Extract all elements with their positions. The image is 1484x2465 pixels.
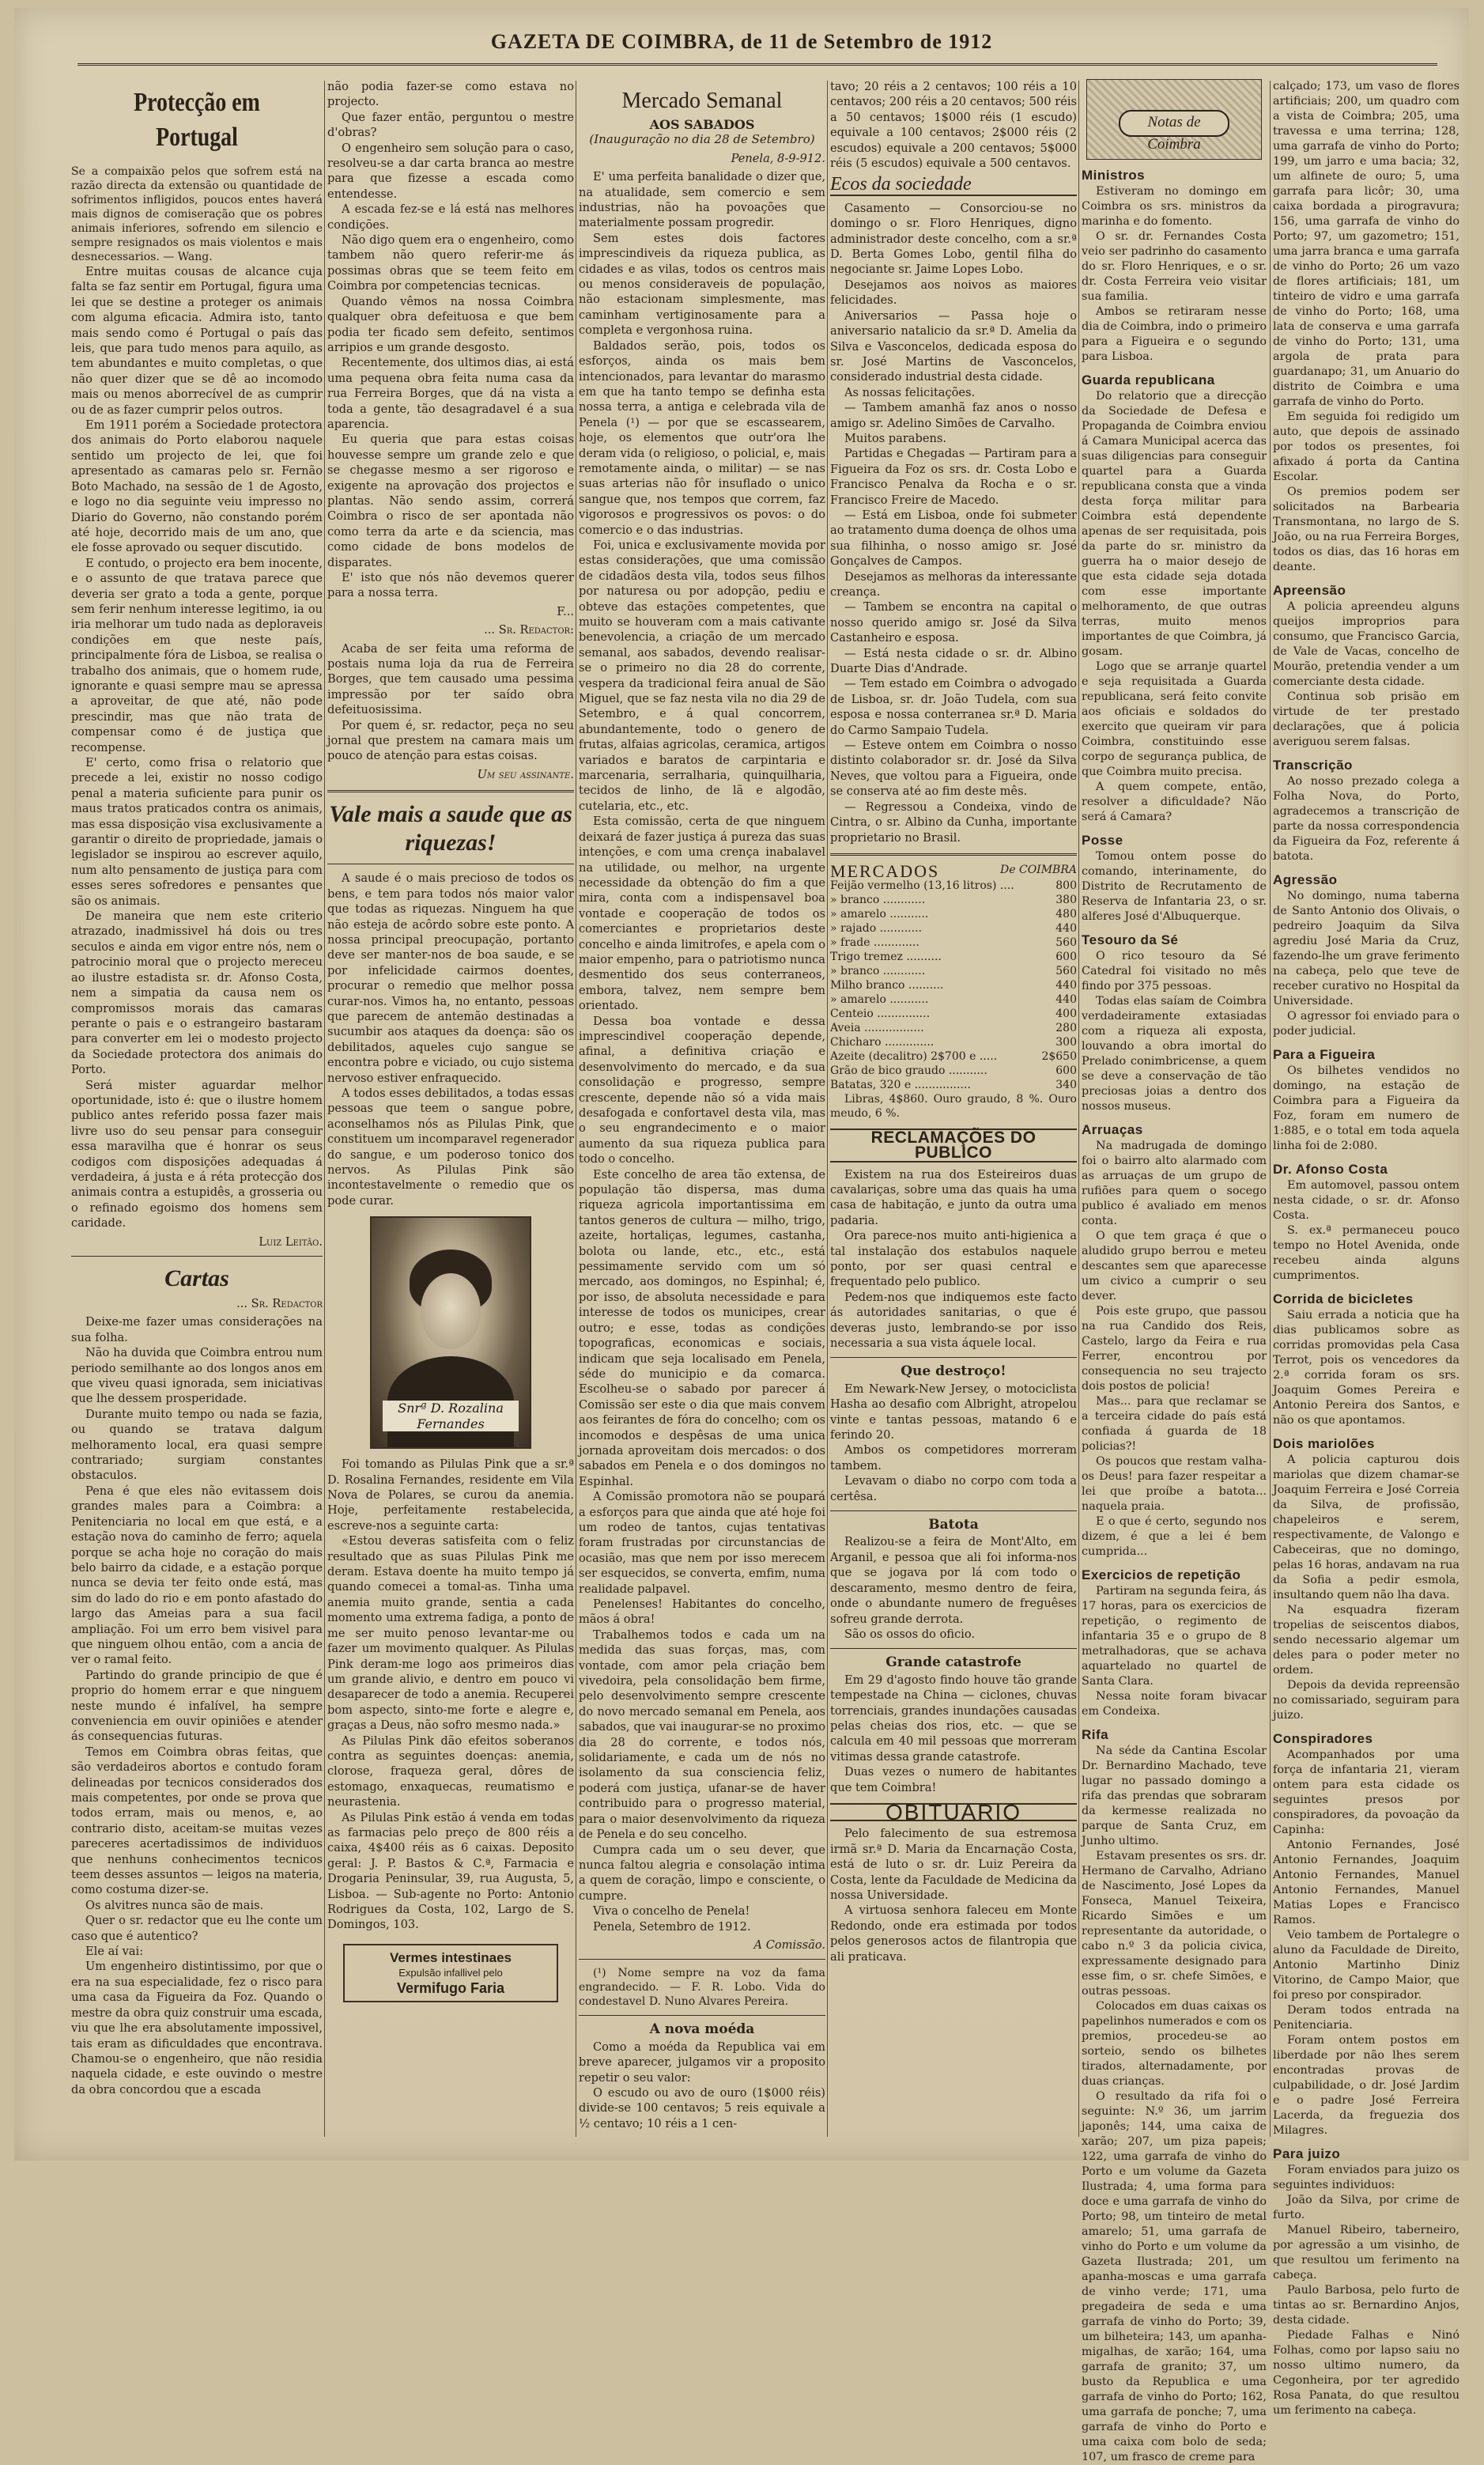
banner-title: Notas de Coimbra	[1119, 110, 1229, 137]
paragraph: O resultado da rifa foi o seguinte: N.º 36, um jarrim japonês; 144, uma caixa de xarão; 207, um piza papeis; 122, uma garrafa de vinho do Porto e um volume da Gazeta Ilustrada; 4, uma forma para doce e uma garrafa de vinho do Porto; 98, um tinteiro de metal amarelo; 51, uma garrafa de vinho do Porto e um volume da Gazeta Ilustrada; 201, um apanha-moscas e uma garrafa de vinho verde; 171, uma pregadeira de seda e uma garrafa de vinho do Porto; 39, um bilheteira; 143, um apanha-migalhas, de xarão; 164, uma garrafa de granito; 37, um busto da Republica e uma garrafa de vinho do Porto; 162, uma garrafa de ponche; 7, uma garrafa de vinho do Porto e uma caixa com bolo de seda; 107, um frasco de creme para	[1082, 2090, 1267, 2463]
paragraph: — Tem estado em Coimbra o advogado de Lisboa, sr. dr. João Tudela, com sua esposa e nossa conterranea sr.ª D. Maria do Carmo Sampaio Tudela.	[830, 677, 1077, 737]
market-item: » amarelo ...........	[830, 992, 929, 1006]
paragraph: — Regressou a Condeixa, vindo de Cintra, o sr. Albino da Cunha, importante proprietario no Brasil.	[830, 800, 1077, 845]
paragraph: Desejamos aos noivos as maiores felicidades.	[830, 278, 1077, 308]
paragraph: Durante muito tempo ou nada se fazia, ou quando se tratava dalgum melhoramento local, era quasi sempre contrariado; surgiam constantes obstaculos.	[71, 1407, 323, 1483]
paragraph: «Estou deveras satisfeita com o feliz resultado que as suas Pilulas Pink me deram. Estava doente ha muito tempo já quando comecei a tomal-as. Tinha uma anemia muito grande, sentia a cada momento uma extrema fadiga, a ponto de me ser muito penoso levantar-me ou fazer um movimento qualquer. As Pilulas Pink deram-me logo aos primeiros dias um grande alivio, e dentro em pouco vi desaparecer de todo a anemia. Recuperei bom aspecto, sinto-me forte e alegre e, graças a Deus, não sofro mesmo nada.»	[327, 1534, 574, 1733]
market-price: 380	[1055, 893, 1077, 906]
market-price: 440	[1055, 978, 1077, 992]
paragraph: Eu queria que para estas coisas houvesse sempre um grande zelo e que se chegasse mesmo a ser rigoroso e exigente na aprovação dos projectos e plantas. Não sendo assim, correrá Coimbra o risco de ser apontada não como terra da arte e da sciencia, mas como cidade de bons modelos de disparates.	[327, 433, 574, 569]
paragraph: O agressor foi enviado para o poder judicial.	[1273, 1010, 1459, 1038]
section-banner	[1086, 79, 1262, 160]
market-row	[830, 950, 1077, 964]
paragraph: Por quem é, sr. redactor, peça no seu jornal que prestem na camara mais um pouco de atenção para estas coisas.	[327, 718, 574, 763]
paragraph: E' uma perfeita banalidade o dizer que, na atualidade, sem comercio e sem industrias, não ha povoações que materialmente possam progredir.	[579, 170, 825, 230]
divider	[579, 1959, 825, 1960]
masthead: GAZETA DE COIMBRA, de 11 de Setembro de 1912	[490, 30, 993, 53]
market-price: 440	[1055, 921, 1077, 935]
portrait-face	[421, 1273, 481, 1349]
paragraph: Temos em Coimbra obras feitas, que são verdadeiros abortos e contudo foram delineadas por tecnicos considerados dos mais competentes, por onde se prova que todos erram, mais ou menos, e, ao contrario disto, aceitam-se muitas vezes pareceres acertadissimos de individuos que nenhuns conhecimentos tecnicos teem desses assuntos — leigos na materia, como costuma dizer-se.	[71, 1745, 323, 1897]
paragraph: Saiu errada a noticia que ha dias publicamos sobre as corridas promovidas pela Casa Terrot, pois os vencedores da 2.ª corrida foram os srs. Joaquim Gomes Pereira e Antonio Pereira dos Santos, e não os que apontamos.	[1273, 1309, 1459, 1427]
market-price: 600	[1055, 1064, 1077, 1077]
paragraph: Todas elas saíam de Coimbra verdadeiramente extasiadas com a riqueza ali exposta, louvando a obra imortal do Prelado conimbricense, a quem se deve a conservação de tão preciosas joias a dentro dos nossos museus.	[1082, 995, 1267, 1113]
market-price: 800	[1055, 879, 1077, 892]
market-row	[830, 907, 1077, 921]
market-row	[830, 1049, 1077, 1064]
paragraph: Esta comissão, certa de que ninguem deixará de fazer justiça á pureza das suas intenções, e com uma crença inabalavel na utilidade, ou melhor, na urgente necessidade da obtenção do fim a que mira, conta com a indispensavel boa vontade e cooperação de todos os comerciantes e proprietarios deste concelho e ainda limitrofes, e apela com o maior empenho, para o patriotismo nunca desmentido dos seus conterraneos, embora, talvez, nem sempre bem orientado.	[579, 815, 825, 1013]
market-row	[830, 1064, 1077, 1078]
section-heading: Dr. Afonso Costa	[1273, 1162, 1388, 1177]
paragraph: Continua sob prisão em virtude de ter prestado declarações, que á policia averiguou serem falsas.	[1273, 690, 1459, 748]
market-price: 560	[1055, 936, 1077, 949]
paragraph: Manuel Ribeiro, taberneiro, por agressão a um visinho, de que resultou um ferimento na cabeça.	[1273, 2224, 1459, 2282]
paragraph: Recentemente, dos ultimos dias, ai está uma pequena obra feita numa casa da rua Ferreira Borges, que dá na vista a toda a gente, tão desagradavel é a sua aparencia.	[327, 356, 574, 431]
paragraph: Depois da devida repreensão no comissariado, seguiram para juizo.	[1273, 1679, 1459, 1722]
paragraph: No domingo, numa taberna de Santo Antonio dos Olivais, o pedreiro Joaquim da Silva agrediu José Maria da Cruz, fazendo-lhe um grave ferimento na cabeça, pelo que teve de receber curativo no Hospital da Universidade.	[1273, 890, 1459, 1008]
paragraph: — Esteve ontem em Coimbra o nosso distinto colaborador sr. dr. José da Silva Neves, que voltou para a Figueira, onde se conserva até ao fim deste mês.	[830, 739, 1077, 799]
market-row	[830, 1035, 1077, 1049]
article-title: Protecção em Portugal	[134, 88, 260, 152]
market-table	[830, 879, 1077, 1092]
market-location: De COIMBRA	[1000, 864, 1077, 877]
market-row	[830, 936, 1077, 950]
paragraph: Paulo Barbosa, pelo furto de tintas ao sr. Bernardino Anjos, desta cidade.	[1273, 2284, 1459, 2327]
paragraph: Os bilhetes vendidos no domingo, na estação de Coimbra para a Figueira da Foz, foram em numero de 1:885, e o total em toda aquela linha foi de 2:080.	[1273, 1064, 1459, 1152]
section-title: OBITUARIO	[830, 1803, 1077, 1821]
paragraph: Este concelho de area tão extensa, de população tão dispersa, mas duma riqueza agricola importantissima em tantos generos de cultura — milho, trigo, azeite, hortaliças, legumes, castanha, bolota ou lande, etc., etc., está pessimamente servido com um só mercado, aos domingos, no Espinhal; é, por isso, de absoluta necessidade e para interesse de todos os municipes, crear outro; e esse, todas as condições topograficas, economicas e sociais, indicam que seja localisado em Penela, séde do municipio e da comarca. Escolheu-se o sabado por parecer á Comissão ser este o dia que mais convem aos feirantes de fóra do concelho; com os incomodos e despêsas de uma unica jornada aproveitam dois mercados: o dos sabados em Penela e o dos domingos no Espinhal.	[579, 1167, 825, 1488]
section-heading: Arruaças	[1082, 1122, 1143, 1137]
section-title: Que destroço!	[901, 1363, 1006, 1380]
section-title: Batota	[928, 1517, 979, 1533]
paragraph: Viva o concelho de Penela!	[593, 1904, 750, 1919]
paragraph: Baldados serão, pois, todos os esforços, ainda os mais bem intencionados, para levantar do marasmo em que ha tanto tempo se definha esta nossa terra, a antiga e celebrada vila de Penela (¹) — por que se escassearem, hoje, os elementos que outr'ora lhe deram vida (o religioso, o policial, e, mais remotamente ainda, o militar) — se nas suas arterias não fôr insuflado o unico sangue que, nos tempos que correm, faz vigorosos e progressivos os povos: o do comercio e o das industrias.	[579, 338, 825, 537]
paragraph: Foram enviados para juizo os seguintes individuos:	[1273, 2164, 1459, 2191]
paragraph: Em 29 d'agosto findo houve tão grande tempestade na China — ciclones, chuvas torrenciais, grandes inundações causadas pelas cheias dos rios, etc. — que se calcula em 40 mil pessoas que morreram vitimas dessa grande catastrofe.	[830, 1673, 1077, 1764]
paragraph: Aniversarios — Passa hoje o aniversario natalicio da sr.ª D. Amelia da Silva e Vasconcelos, dedicada esposa do sr. José Martins de Vasconcelos, considerado industrial desta cidade.	[830, 308, 1077, 384]
epigraph: Se a compaixão pelos que sofrem está na razão directa da extensão ou quantidade de sofrimentos infligidos, poucos entes haverá mais dignos de comiseração que os pobres animais inferiores, sofrendo em silencio e sempre resignados os mais violentos e mais desnecessarios. — Wang.	[71, 165, 323, 263]
paragraph: Não digo quem era o engenheiro, como tambem não quero referir-me ás possimas obras que se teem feito em Coimbra por competencias tecnicas.	[327, 233, 574, 293]
section-heading: Dois mariolões	[1273, 1436, 1375, 1451]
market-item: Azeite (decalitro) 2$700 e .....	[830, 1049, 998, 1063]
paragraph: Ora parece-nos muito anti-higienica a tal instalação dos estabulos naquele ponto, por ser quasi central e frequentado pelo publico.	[830, 1229, 1077, 1289]
paragraph: Os poucos que restam valha-os Deus! para fazer respeitar a lei que proíbe a batota... naquela praia.	[1082, 1455, 1267, 1513]
market-price: 480	[1055, 907, 1077, 921]
paragraph: Muitos parabens.	[844, 431, 947, 445]
ad-product: Vermifugo Faria	[396, 1979, 505, 1996]
section-title: Grande catastrofe	[885, 1654, 1021, 1671]
paragraph: Dessa boa vontade e dessa imprescindivel cooperação depende, afinal, a definitiva criação e desenvolvimento do mercado, e da sua consolidação e progresso, sempre crescente, depende não só a vida mais desafogada e confortavel desta vila, mas o seu engrandecimento e o maior aumento da sua riqueza publica para todo o concelho.	[579, 1014, 825, 1166]
paragraph: O escudo ou avo de ouro (1$000 réis) divide-se 100 centavos; 5 reis equivale a ½ centavo; 10 réis a 1 cen-	[579, 2085, 825, 2130]
section-heading: Conspiradores	[1273, 1731, 1373, 1746]
paragraph: Foram ontem postos em liberdade por não lhes serem encontradas provas de culpabilidade, o dr. José Jardim e o padre José Ferreira Lacerda, da freguezia dos Milagres.	[1273, 2034, 1459, 2137]
paragraph: Foi, unica e exclusivamente movida por estas considerações, que uma comissão de cidadãos desta vila, todos seus filhos por naturesa ou por adopção, pediu e obteve das estações competentes, que muito se houveram com a mais cativante benevolencia, a criação de um mercado semanal, aos sabados, devendo realisar-se o primeiro no dia 28 do corrente, vespera da tradicional feira anual de São Miguel, que se faz nesta vila no dia 29 de Setembro, e á qual concorrem, abundantemente, todo o genero de frutas, alfaias agricolas, ceramica, artigos variados e baratos de carpintaria e marcenaria, serralharia, quinquilharia, tecidos de linho, de lã e algodão, cutelaria, etc., etc.	[579, 538, 825, 813]
market-row	[830, 1078, 1077, 1092]
market-row	[830, 893, 1077, 907]
ad-headline: Vermes intestinaes	[389, 1949, 512, 1965]
paragraph: Estavam presentes os srs. dr. Hermano de Carvalho, Adriano de Nascimento, José Lopes da Fonseca, Manuel Teixeira, Ricardo Simões e um representante da autoridade, o cabo n.º 3 da policia civica, expressamente designado para esse fim, o sr. chefe Simões, e outras pessoas.	[1082, 1850, 1267, 1998]
paragraph: Os alvitres nunca são de mais.	[85, 1898, 264, 1912]
divider	[830, 853, 1077, 856]
market-note: Libras, 4$860. Ouro graudo, 8 %. Ouro meudo, 6 %.	[830, 1092, 1077, 1120]
portrait-credit: C. Rouver	[470, 1431, 509, 1441]
column-3	[579, 79, 825, 2143]
paragraph: — Tambem se encontra na capital o nosso querido amigo sr. José da Silva Castanheiro e esposa.	[830, 600, 1077, 645]
paragraph: O que tem graça é que o aludido grupo berrou e meteu descantes sem que aparecesse um civico a cumprir o seu dever.	[1082, 1230, 1267, 1302]
section-heading: Guarda republicana	[1082, 372, 1215, 388]
paragraph: Na esquadra fizeram tropelias de seiscentos diabos, sendo necessario algemar um deles para o poder meter no ordem.	[1273, 1604, 1459, 1677]
paragraph: A escada fez-se e lá está nas melhores condições.	[327, 202, 574, 232]
section-heading: Para juizo	[1273, 2146, 1341, 2161]
section-heading: Rifa	[1082, 1727, 1109, 1742]
paragraph: Não ha duvida que Coimbra entrou num periodo semilhante ao dos longos anos em que viveu quasi ignorada, sem iniciativas que lhe dessem prosperidade.	[71, 1346, 323, 1406]
paragraph: Os premios podem ser solicitados na Barbearia Transmontana, no largo de S. João, ou na rua Ferreira Borges, todos os dias, das 16 horas em deante.	[1273, 486, 1459, 573]
section-title: RECLAMAÇÕES DO PUBLICO	[830, 1129, 1077, 1163]
ad-subline: Expulsão infallivel pelo	[398, 1967, 503, 1979]
divider	[327, 790, 574, 792]
paragraph: A Comissão promotora não se poupará a esforços para que ainda que até hoje foi um rodeo de tantos, cujas tentativas foram frustradas por circunstancias de ocasião, mas que nem por isso merecem ser esquecidos, se converta, emfim, numa realidade palpavel.	[579, 1490, 825, 1596]
paragraph: S. ex.ª permaneceu pouco tempo no Hotel Avenida, onde recebeu ainda alguns cumprimentos.	[1273, 1224, 1459, 1282]
section-heading: Posse	[1082, 833, 1123, 848]
paragraph: Piedade Falhas e Ninó Folhas, como por lapso saiu no nosso ultimo numero, da Cegonheira, por ter agredido Rosa Panata, do que resultou um ferimento na cabeça.	[1273, 2329, 1459, 2417]
paragraph: E' isto que nós não devemos querer para a nossa terra.	[327, 571, 574, 600]
paragraph: tavo; 20 réis a 2 centavos; 100 réis a 10 centavos; 200 réis a 20 centavos; 500 réis a 50 centavos; 1$000 réis (1 escudo) equivale a 100 centavos; 2$000 réis (2 escudos) equivale a 200 centavos; 5$000 réis (5 escudos) equivale a 500 centavos.	[830, 80, 1077, 171]
market-row	[830, 1021, 1077, 1035]
paragraph: Entre muitas cousas de alcance cuja falta se faz sentir em Portugal, figura uma lei que se destine a proteger os animais com alguma eficacia. Admira isto, tanto mais sendo como é Portugal o país das leis, que para tudo menos para aquilo, as tem abundantes e muito completas, o que não quer dizer que se dê ao incomodo mais ou menos aborrecível de as cumprir ou de as fazer cumprir pelos outros.	[71, 265, 323, 417]
paragraph: As Pilulas Pink dão efeitos soberanos contra as seguintes doenças: anemia, clorose, fraqueza geral, dôres de estomago, enxaquecas, reumatismo e neurastenia.	[327, 1733, 574, 1809]
paragraph: Nessa noite foram bivacar em Condeixa.	[1082, 1690, 1267, 1718]
market-item: Centeio ...............	[830, 1007, 931, 1020]
paragraph: Penela, Setembro de 1912.	[593, 1919, 751, 1934]
paragraph: Duas vezes o numero de habitantes que tem Coimbra!	[830, 1765, 1077, 1794]
paragraph: Existem na rua dos Esteireiros duas cavalariças, sobre uma das quais ha uma casa de habitação, e junto da outra uma padaria.	[830, 1167, 1077, 1227]
market-price: 400	[1055, 1007, 1077, 1020]
portrait-image	[370, 1216, 531, 1449]
dateline: Penela, 8-9-912.	[731, 151, 825, 165]
paragraph: não podia fazer-se como estava no projecto.	[327, 80, 574, 109]
paragraph: A todos esses debilitados, a todas essas pessoas que teem o sangue pobre, aconselhamos nós as Pilulas Pink, que constituem um incomparavel regenerador do sangue, e um poderoso tonico dos nervos. As Pilulas Pink são incontestavelmente o remedio que os pode curar.	[327, 1086, 574, 1208]
paragraph: Foi tomando as Pilulas Pink que a sr.ª D. Rosalina Fernandes, residente em Vila Nova de Polares, se curou da anemia. Hoje, perfeitamente restabelecida, escreve-nos a seguinte carta:	[327, 1457, 574, 1533]
divider	[830, 1510, 1077, 1511]
paragraph: Ele aí vai:	[85, 1945, 144, 1959]
paragraph: Acaba de ser feita uma reforma de postais numa loja da rua de Ferreira Borges, que tem causado uma pessima impressão por ter saído obra defeituosissima.	[327, 641, 574, 717]
section-subtitle: AOS SABADOS	[649, 117, 755, 132]
salutation: ... Sr. Redactor	[236, 1297, 323, 1310]
paragraph: Um engenheiro distintissimo, por que o era na sua especialidade, fez o risco para uma casa da Figueira da Foz. Quando o mestre da obra quiz construir uma escada, viu que lhe era absolutamente impossivel, tais eram as dificuldades que encontrava. Chamou-se o engenheiro, que não residia naquela cidade, e este ouvindo o mestre da obra concordou que a escada	[71, 1960, 323, 2096]
section-heading: Tesouro da Sé	[1082, 932, 1179, 947]
paragraph: Pois este grupo, que passou na rua Candido dos Reis, Castelo, largo da Feira e rua Ferrer, encontrou por consequencia no seu trajecto dois postos de policia!	[1082, 1305, 1267, 1393]
column-2	[327, 79, 574, 2143]
market-item: » branco ............	[830, 893, 926, 906]
section-title: Mercado Semanal	[621, 89, 783, 113]
paragraph: Partindo do grande principio de que é proprio do homem errar e que ninguem neste mundo é infalível, ha sempre conveniencia em ouvir opiniões e atender ás consequencias futuras.	[71, 1668, 323, 1744]
market-row	[830, 964, 1077, 978]
paragraph: De maneira que nem este criterio atrazado, inadmissivel há dois ou tres seculos e ainda em vigor entre nós, nem o patrocinio moral que o projecto mereceu ao ilustre estadista sr. dr. Afonso Costa, nem a simpatia da causa nem os compromissos morais das camaras perante o pais e o estrangeiro bastaram para converter em lei o modesto projecto da Sociedade protectora dos animais do Porto.	[71, 909, 323, 1077]
paragraph: A policia apreendeu alguns queijos improprios para consumo, que Francisco Garcia, de Vale de Vacas, concelho de Mourão, pretendia vender a um comerciante desta cidade.	[1273, 600, 1459, 688]
market-price: 280	[1055, 1021, 1077, 1034]
paragraph: Mas... para que reclamar se a terceira cidade do país está confiada á guarda de 18 policias?!	[1082, 1395, 1267, 1453]
section-note: (Inauguração no dia 28 de Setembro)	[589, 132, 815, 147]
market-item: » frade .............	[830, 936, 919, 949]
paragraph: Realizou-se a feira de Mont'Alto, em Arganil, e pessoa que ali foi informa-nos que se jogava por lá com todo o descaramento, mesmo dentro de feira, onde o abundante numero de freguêses sofreu grande derrota.	[830, 1535, 1077, 1626]
paragraph: Quer o sr. redactor que eu lhe conte um caso que é autentico?	[71, 1914, 323, 1943]
paragraph: Na madrugada de domingo foi o bairro alto alarmado com as arruaças de um grupo de rufiões para quem o socego publico é avaliado em menos conta.	[1082, 1140, 1267, 1227]
advertisement	[343, 1944, 558, 2002]
market-item: Aveia .................	[830, 1021, 924, 1034]
paragraph: E o que é certo, segundo nos dizem, é que a lei é bem cumprida...	[1082, 1515, 1267, 1558]
paragraph: A quem compete, então, resolver a dificuldade? Não será á Camara?	[1082, 781, 1267, 823]
paragraph: Logo que se arranje quartel e seja requisitada a Guarda republicana, será feito convite aos oficiais e soldados do exercito que queiram vir para Coimbra, constituindo esse corpo de segurança publica, de que Coimbra muito precisa.	[1082, 660, 1267, 778]
paragraph: O engenheiro sem solução para o caso, resolveu-se a dar carta branca ao mestre para que fizesse a escada como entendesse.	[327, 141, 574, 201]
paragraph: Cumpra cada um o seu dever, que nunca faltou alegria e consolação intima a quem de coração, limpo e consciente, o cumpre.	[579, 1843, 825, 1903]
column-4	[830, 79, 1077, 2143]
market-price: 600	[1055, 950, 1077, 963]
market-price: 560	[1055, 964, 1077, 977]
market-row	[830, 978, 1077, 992]
market-row	[830, 921, 1077, 936]
masthead-rule	[77, 63, 1437, 66]
market-price: 300	[1055, 1035, 1077, 1049]
paragraph: Tomou ontem posse do comando, interinamente, do Distrito de Recrutamento de Reserva de Infantaria 23, o sr. alferes José d'Albuquerque.	[1082, 850, 1267, 923]
paragraph: E' certo, como frisa o relatorio que precede a lei, existir no nosso codigo penal a materia suficiente para punir os maus tratos praticados contra os animais, mas essa disposição visa exclusivamente a garantir o direito de propriedade, jamais o legislador se inspirou ao escrever aquilo, num alto pensamento de justiça para com esses seres sofredores e pensantes que são os animais.	[71, 756, 323, 908]
paragraph: Partidas e Chegadas — Partiram para a Figueira da Foz os srs. dr. Costa Lobo e Francisco Penalva da Rocha e o sr. Francisco Freire de Macedo.	[830, 447, 1077, 507]
section-title: Cartas	[164, 1265, 229, 1291]
paragraph: Colocados em duas caixas os papelinhos numerados e com os premios, procedeu-se ao sorteio, sendo os bilhetes tirados, alternadamente, por duas crianças.	[1082, 2000, 1267, 2088]
paragraph: Em automovel, passou ontem nesta cidade, o sr. dr. Afonso Costa.	[1273, 1179, 1459, 1222]
divider	[71, 1256, 323, 1257]
market-item: Milho branco ..........	[830, 978, 944, 992]
paragraph: calçado; 173, um vaso de flores artificiais; 200, um quadro com a vista de Coimbra; 205, uma travessa e uma terrina; 128, uma garrafa de vinho do Porto; 199, um jarro e uma bacia; 32, um alfinete de ouro; 5, uma garrafa para licôr; 30, uma caixa bordada a pirogravura; 156, uma garrafa de vinho do Porto; 97, um gazometro; 151, uma jarra branca e uma garrafa de vinho do Porto; 26 um vazo de flores artificiais; 181, um tinteiro de vidro e uma garrafa de vinho do Porto; 168, uma lata de conserva e uma garrafa de vinho do Porto; 131, uma argola de prata para guardanapo; 31, um Anuario do distrito de Coimbra e uma garrafa de vinho do Porto.	[1273, 80, 1459, 408]
paragraph: — Está nesta cidade o sr. dr. Albino Duarte Dias d'Andrade.	[830, 646, 1077, 676]
section-heading: Exercicios de repetição	[1082, 1567, 1241, 1582]
market-price: 440	[1055, 992, 1077, 1006]
paragraph: As Pilulas Pink estão á venda em todas as farmacias pelo preço de 800 réis a caixa, 4$400 réis as 6 caixas. Deposito geral: J. P. Bastos & C.ª, Farmacia e Drogaria Peninsular, 39, rua Augusta, 5, Lisboa. — Sub-agente no Porto: Antonio Rodrigues da Costa, 102, Largo de S. Domingos, 103.	[327, 1810, 574, 1932]
paragraph: O sr. dr. Fernandes Costa veio ser padrinho do casamento do sr. Floro Henriques, e o sr. dr. Costa Ferreira veio visitar sua familia.	[1082, 230, 1267, 303]
market-item: » amarelo ...........	[830, 907, 929, 921]
paragraph: João da Silva, por crime de furto.	[1273, 2194, 1459, 2221]
section-title: Vale mais a saude que as riquezas!	[329, 801, 572, 856]
section-heading: Apreensão	[1273, 583, 1346, 598]
market-price: 2$650	[1041, 1049, 1077, 1063]
signature: A Comissão.	[753, 1938, 825, 1952]
market-item: » rajado ............	[830, 921, 922, 935]
signature: Luiz Leitão.	[259, 1234, 323, 1249]
paragraph: Ao nosso prezado colega a Folha Nova, do Porto, agradecemos a transcrição de parte da nossa correspondencia da Figueira da Foz, referente á batota.	[1273, 775, 1459, 863]
paragraph: O rico tesouro da Sé Catedral foi visitado no mês findo por 375 pessoas.	[1082, 950, 1267, 992]
section-heading: Para a Figueira	[1273, 1047, 1376, 1062]
paragraph: São os ossos do oficio.	[844, 1627, 976, 1641]
divider	[830, 1357, 1077, 1358]
column-1	[71, 79, 323, 2143]
market-price: 340	[1055, 1078, 1077, 1091]
market-item: Trigo tremez ..........	[830, 950, 942, 963]
paragraph: Será mister aguardar melhor oportunidade, isto é: que o ilustre homem publico antes referido possa fazer mais livre uso do seu pensar para conseguir essa maravilha que é honrar os seus codigos com disposições adequadas á verdadeira, á justa e á réta protecção dos animais contra a estupidês, a grosseria ou o refinado egoismo dos homens sem caridade.	[71, 1078, 323, 1231]
section-heading: Ministros	[1082, 168, 1146, 183]
paragraph: Pelo falecimento de sua estremosa irmã sr.ª D. Maria da Encarnação Costa, está de luto o sr. dr. Luiz Pereira da Costa, lente da Faculdade de Medicina da nossa Universidade.	[830, 1827, 1077, 1902]
paragraph: Que fazer então, perguntou o mestre d'obras?	[327, 110, 574, 140]
market-item: Feijão vermelho (13,16 litros) ....	[830, 879, 1014, 892]
paragraph: — Está em Lisboa, onde foi submeter ao tratamento duma doença de olhos uma sua filhinha, o nosso amigo sr. José Gonçalves de Campos.	[830, 508, 1077, 569]
market-item: » branco ............	[830, 964, 926, 977]
section-heading: Agressão	[1273, 872, 1338, 887]
paragraph: Deram todos entrada na Penitenciaria.	[1273, 2004, 1459, 2032]
footnote: (¹) Nome sempre na voz da fama engrandecido. — F. R. Lobo. Vida do condestavel D. Nuno Alvares Pereira.	[579, 1967, 825, 2009]
paragraph: Partiram na segunda feira, ás 17 horas, para os exercicios de repetição, o regimento de infantaria 35 e o grupo de 8 metralhadoras, que se achava aquartelado no quartel de Santa Clara.	[1082, 1585, 1267, 1688]
paragraph: Ambos os competidores morreram tambem.	[830, 1443, 1077, 1473]
paragraph: Como a moéda da Republica vai em breve aparecer, julgamos vir a proposito repetir o seu valor:	[579, 2040, 825, 2085]
paragraph: E contudo, o projecto era bem inocente, e o assunto de que tratava parece que deveria ser grato a toda a gente, porque sem ferir nenhum interesse legitimo, ia ou iria melhorar um tudo nada as deploraveis condições em que neste país, principalmente fóra de Lisboa, se realisa o trabalho dos animais, que o homem rude, ignorante e quasi sempre mau se apressa a aproveitar, de que até, não pode prescindir, mas que não trata de compensar como é de justiça que recompense.	[71, 556, 323, 754]
paragraph: Na séde da Cantina Escolar Dr. Bernardino Machado, teve lugar no passado domingo a rifa das prendas que sobraram da kermesse realizada no parque de Santa Cruz, em Junho ultimo.	[1082, 1745, 1267, 1847]
paragraph: Quando vêmos na nossa Coimbra qualquer obra defeituosa e que bem podia ter ficado sem defeito, sentimos arripios e um grande desgosto.	[327, 294, 574, 354]
section-title: Ecos da sociedade	[830, 177, 1077, 195]
column-5	[1082, 79, 1267, 2463]
paragraph: As nossas felicitações.	[844, 385, 976, 399]
signature: Um seu assinante.	[477, 767, 574, 781]
paragraph: A virtuosa senhora faleceu em Monte Redondo, onde era estimada por todos pelos generosos actos de filantropia que ali praticava.	[830, 1904, 1077, 1964]
paragraph: Estiveram no domingo em Coimbra os srs. ministros da marinha e do fomento.	[1082, 185, 1267, 228]
paragraph: Levavam o diabo no corpo com toda a certêsa.	[830, 1474, 1077, 1503]
market-item: Grão de bico graudo ...........	[830, 1064, 987, 1077]
paragraph: Veio tambem de Portalegre o aluno da Faculdade de Direito, Antonio Martinho Diniz Vitorino, de Campo Maior, que foi preso por conspirador.	[1273, 1929, 1459, 2002]
divider	[830, 1648, 1077, 1649]
paragraph: Antonio Fernandes, José Antonio Fernandes, Joaquim Antonio Fernandes, Manuel Antonio Fernandes, Manuel Matias Lopes e Francisco Ramos.	[1273, 1839, 1459, 1926]
market-item: Chicharo ..............	[830, 1035, 935, 1049]
signature: F...	[557, 604, 574, 618]
paragraph: Casamento — Consorciou-se no domingo o sr. Floro Henriques, digno administrador deste concelho, com a sr.ª D. Berta Gomes Lobo, gentil filha do negociante sr. Jaime Lopes Lobo.	[830, 201, 1077, 277]
section-title: A nova moéda	[649, 2021, 755, 2038]
paragraph: A saude é o mais precioso de todos os bens, e tem para todos nós maior valor que todas as riquezas. Ninguem ha que não esteja de acôrdo sobre este ponto. A nossa principal preocupação, portanto deve ser manter-nos de boa saude, e se por infelicidade cairmos doentes, procurar o remedio que melhor possa curar-nos. Vimos ha, no entanto, pessoas que parecem de antemão destinadas a sucumbir aos ataques da doença: são os debilitados, aqueles cujo sangue se encontra pobre e viciado, ou cujo sistema nervoso estiver enfraquecido.	[327, 871, 574, 1085]
market-row	[830, 879, 1077, 893]
paragraph: Penelenses! Habitantes do concelho, mãos á obra!	[579, 1597, 825, 1627]
paragraph: Pena é que eles não evitassem dois grandes males para a Coimbra: a Penitenciaria no local em que está, e a estação nova do caminho de ferro; aquela porque se acha hoje no coração do mais belo bairro da cidade, e a estação porque nunca se devia ter feito onde está, mas sim do lado do rio e em ponto afastado do largo das Ameias para a sua facil ampliação. Foi um erro bem visivel para que ninguem olhou então, com a ancia de ver o ramal feito.	[71, 1484, 323, 1667]
paragraph: Acompanhados por uma força de infantaria 21, vieram ontem para esta cidade os seguintes presos por conspiradores, da povoação da Capinha:	[1273, 1749, 1459, 1836]
paragraph: Desejamos as melhoras da interessante creança.	[830, 569, 1077, 599]
paragraph: Pedem-nos que indiquemos este facto ás autoridades sanitarias, o que é deveras justo, lembrando-se por isso necessaria a sua vista áquele local.	[830, 1290, 1077, 1350]
paragraph: Sem estes dois factores imprescindiveis da riqueza publica, as cidades e as vilas, todos os centros mais ou menos consideraveis de população, não estacionam simplesmente, mas caminham vertiginosamente para a completa e vergonhosa ruina.	[579, 231, 825, 338]
market-row	[830, 992, 1077, 1007]
divider	[579, 2015, 825, 2016]
section-title: MERCADOS	[830, 860, 940, 881]
paragraph: Do relatorio que a direcção da Sociedade de Defesa e Propaganda de Coimbra enviou á Camara Municipal acerca das suas diligencias para conseguir quartel para a Guarda republicana consta que a vinda desta força militar para Coimbra está dependente apenas de ser requisitada, pois da parte do sr. ministro da guerra ha o maior desejo de que esta cidade seja dotada com esse importante melhoramento, de que outras terras, muito menos importantes de que Coimbra, já gosam.	[1082, 390, 1267, 658]
paragraph: Ambos se retiraram nesse dia de Coimbra, indo o primeiro para a Figueira e o segundo para Lisboa.	[1082, 305, 1267, 363]
paragraph: Em Newark-New Jersey, o motociclista Hasha ao desafio com Albright, atropelou vinte e tantas pessoas, matando 6 e ferindo 20.	[830, 1382, 1077, 1442]
paragraph: Trabalhemos todos e cada um na medida das suas forças, mas, com vontade, com amor pela criação bem vivedoira, pela consolidação bem firme, pelo desenvolvimento sempre crescente do novo mercado semanal em Penela, aos sabados, que vai inaugurar-se no proximo dia 28 do corrente, e todos nós, solidariamente, e cada um de nós no isolamento da sua consciencia feliz, poderá com justiça, ufanar-se de haver contribuido para o progresso material, para o maior desenvolvimento da riqueza de Penela e do seu concelho.	[579, 1628, 825, 1842]
paragraph: Deixe-me fazer umas considerações na sua folha.	[71, 1315, 323, 1344]
salutation: ... Sr. Redactor:	[484, 623, 574, 637]
paragraph: Em seguida foi redigido um auto, que depois de assinado por todos os presentes, foi afixado á porta da Cantina Escolar.	[1273, 410, 1459, 483]
paragraph: A policia capturou dois mariolas que dizem chamar-se Joaquim Ferreira e José Correia da Silva, de profissão, chapeleiros e serem, respectivamente, de Valongo e Cabeceiras, que no domingo, pelas 16 horas, andavam na rua da Sofia a pedir esmola, insultando quem não lha dava.	[1273, 1454, 1459, 1601]
section-heading: Corrida de bicicletes	[1273, 1291, 1414, 1306]
portrait-caption: Snrª D. Rozalina Fernandes	[383, 1401, 519, 1431]
section-heading: Transcrição	[1273, 758, 1353, 773]
market-row	[830, 1007, 1077, 1021]
paragraph: Em 1911 porém a Sociedade protectora dos animais do Porto elaborou naquele sentido um projecto de lei, que foi apresentado as camaras pelo sr. Fernão Boto Machado, na sessão de 1 de Agosto, e logo no dia seguinte veiu impresso no Diario do Governo, não constando porém até hoje, decorrido mais de um ano, que ele fosse aprovado ou sequer discutido.	[71, 418, 323, 555]
paragraph: — Tambem amanhã faz anos o nosso amigo sr. Adelino Simões de Carvalho.	[830, 401, 1077, 430]
market-item: Batatas, 320 e ................	[830, 1078, 971, 1091]
